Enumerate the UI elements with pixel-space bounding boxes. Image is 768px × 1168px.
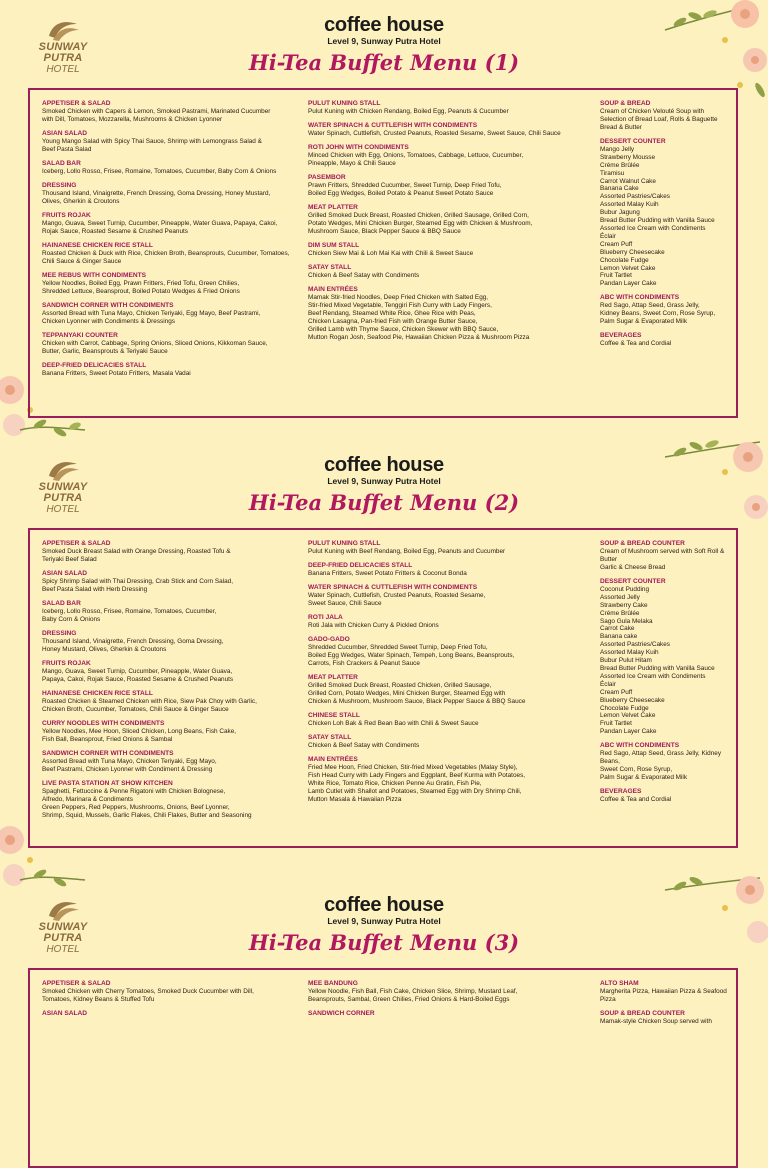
menu-title: Hi-Tea Buffet Menu (1)	[248, 50, 520, 75]
menu-section-heading: MEAT PLATTER	[308, 204, 358, 212]
menu-section	[42, 660, 304, 684]
menu-section	[308, 734, 593, 750]
logo-text-line2: HOTEL	[46, 944, 80, 955]
menu-section-heading: ABC WITH CONDIMENTS	[600, 294, 680, 302]
menu-section-heading: ABC WITH CONDIMENTS	[600, 742, 680, 750]
menu-section	[42, 160, 304, 176]
menu-section-items: Mamak-style Chicken Soup served with	[600, 1018, 712, 1025]
menu-section-items: Chicken & Beef Satay with Condiments	[308, 272, 420, 280]
menu-section-heading: MEE REBUS WITH CONDIMENTS	[42, 272, 147, 280]
menu-section	[308, 674, 593, 706]
menu-section-items: Grilled Smoked Duck Breast, Roasted Chicken, Grilled Sausage, Grilled Corn, Potato Wedges, Mini Chicken Burger, Steamed Egg with Chicken & Mushroom, Mushroom Sauce, Black Pepper Sauce & BBQ Sauce	[308, 212, 533, 235]
menu-section-heading: ASIAN SALAD	[42, 1010, 88, 1017]
menu-section-items: Red Sago, Attap Seed, Grass Jelly, Kidney Beans, Sweet Corn, Rose Syrup, Palm Sugar & Evaporated Milk	[600, 750, 722, 782]
menu-section-heading: CHINESE STALL	[308, 712, 360, 720]
menu-section	[308, 584, 593, 608]
venue-name: coffee house	[324, 894, 444, 916]
menu-section-items: Mango, Guava, Sweet Turnip, Cucumber, Pineapple, Water Guava, Papaya, Cakoi, Rojak Sauce, Roasted Sesame & Crushed Peanuts	[42, 668, 234, 683]
menu-section	[42, 980, 304, 1004]
menu-section-items: Iceberg, Lollo Rosso, Frisee, Romaine, Tomatoes, Cucumber, Baby Corn & Onions	[42, 168, 277, 175]
menu-section-items: Minced Chicken with Egg, Onions, Tomatoes, Cabbage, Lettuce, Cucumber, Pineapple, Mayo & Chili Sauce	[308, 152, 524, 168]
menu-section-heading: ASIAN SALAD	[42, 570, 88, 577]
menu-section	[600, 788, 735, 804]
menu-column-3	[600, 540, 735, 810]
menu-section	[42, 212, 304, 236]
menu-section-items: Roti Jala with Chicken Curry & Pickled Onions	[308, 622, 439, 630]
menu-section	[42, 690, 304, 714]
menu-section	[600, 100, 735, 132]
menu-section	[42, 720, 304, 744]
menu-column-2	[308, 100, 593, 348]
menu-section	[42, 242, 304, 266]
menu-section-heading: WATER SPINACH & CUTTLEFISH WITH CONDIMENTS	[308, 122, 478, 130]
menu-section	[308, 264, 593, 280]
menu-section	[308, 122, 593, 138]
menu-section-heading: HAINANESE CHICKEN RICE STALL	[42, 690, 153, 697]
menu-section-items: Banana Fritters, Sweet Potato Fritters & Coconut Bonda	[308, 570, 467, 578]
menu-section-heading: ASIAN SALAD	[42, 130, 88, 137]
menu-section-heading: GADO-GADO	[308, 636, 350, 644]
menu-section	[42, 332, 304, 356]
menu-section	[600, 138, 735, 288]
menu-section	[308, 204, 593, 236]
logo-text-line2: HOTEL	[46, 504, 80, 515]
menu-section	[42, 600, 304, 624]
menu-section-items: Prawn Fritters, Shredded Cucumber, Sweet Turnip, Deep Fried Tofu, Boiled Egg Wedges, Boiled Potato & Peanut Sweet Potato Sauce	[308, 182, 502, 198]
menu-section-heading: ROTI JALA	[308, 614, 343, 622]
menu-section	[42, 272, 304, 296]
menu-section-items: Assorted Bread with Tuna Mayo, Chicken Teriyaki, Egg Mayo, Beef Pastrami, Chicken Lyonner with Condiment & Dressing	[42, 758, 217, 773]
logo-text-line1: SUNWAY PUTRA	[38, 921, 88, 944]
menu-section-heading: SANDWICH CORNER	[308, 1010, 375, 1017]
menu-section	[308, 712, 593, 728]
menu-section-heading: SOUP & BREAD COUNTER	[600, 540, 685, 547]
menu-section-items: Grilled Smoked Duck Breast, Roasted Chicken, Grilled Sausage, Grilled Corn, Potato Wedges, Mini Chicken Burger, Steamed Egg with Chicken & Mushroom, Mushroom Sauce, Black Pepper Sauce & BBQ Sauce	[308, 682, 526, 705]
logo-text-line2: HOTEL	[46, 64, 80, 75]
menu-title: Hi-Tea Buffet Menu (2)	[248, 490, 520, 515]
menu-section-items: Cream of Mushroom served with Soft Roll & Butter Garlic & Cheese Bread	[600, 548, 725, 571]
menu-section-items: Smoked Duck Breast Salad with Orange Dressing, Roasted Tofu & Teriyaki Beef Salad	[42, 548, 231, 563]
menu-section	[600, 540, 735, 572]
menu-section	[308, 174, 593, 198]
menu-section-heading: APPETISER & SALAD	[42, 100, 111, 107]
menu-section	[600, 742, 735, 782]
venue-location: Level 9, Sunway Putra Hotel	[327, 916, 441, 926]
menu-section-heading: MAIN ENTRÉES	[308, 286, 358, 294]
menu-section-heading: ALTO SHAM	[600, 980, 639, 987]
menu-section-items: Mango Jelly Strawberry Mousse Crème Brûlée Tiramisu Carrot Walnut Cake Banana Cake Assorted Pastries/Cakes Assorted Malay Kuih Bubur Jagung Bread Butter Pudding with Vanilla Sauce Assorted Ice Cream with Condiments Éclair Cream Puff Blueberry Cheesecake Chocolate Fudge Lemon Velvet Cake Fruit Tartlet Pandan Layer Cake	[600, 145, 715, 288]
menu-section-items: Chicken with Carrot, Cabbage, Spring Onions, Sliced Onions, Kikkoman Sauce, Butter, Garlic, Beansprouts & Teriyaki Sauce	[42, 340, 268, 355]
menu-section-items: Shredded Cucumber, Shredded Sweet Turnip, Deep Fried Tofu, Boiled Egg Wedges, Water Spinach, Tempeh, Long Beans, Beansprouts, Carrots, Fish Crackers & Peanut Sauce	[308, 644, 515, 668]
menu-section-items: Fried Mee Hoon, Fried Chicken, Stir-fried Mixed Vegetables (Malay Style), Fish Head Curry with Lady Fingers and Eggplant, Beef Kurma with Potatoes, White Rice, Tomato Rice, Chicken Penne Au Gratin, Fish Pie, Lamb Cutlet with Shallot and Potatoes, Steamed Egg with Dry Shrimp Chili, Mutton Masala & Hawaiian Pizza	[308, 764, 526, 803]
menu-section	[308, 562, 593, 578]
menu-section-heading: DIM SUM STALL	[308, 242, 360, 250]
menu-block	[0, 0, 768, 440]
menu-section-heading: PASEMBOR	[308, 174, 346, 182]
menu-column-3	[600, 100, 735, 354]
menu-section	[42, 182, 304, 206]
venue-location: Level 9, Sunway Putra Hotel	[327, 476, 441, 486]
menu-section	[308, 540, 593, 556]
menu-section-items: Assorted Bread with Tuna Mayo, Chicken Teriyaki, Egg Mayo, Beef Pastrami, Chicken Lyonner with Condiments & Dressings	[42, 310, 261, 325]
menu-block	[0, 880, 768, 1024]
menu-section-heading: HAINANESE CHICKEN RICE STALL	[42, 242, 153, 250]
menu-section-heading: DEEP-FRIED DELICACIES STALL	[308, 562, 413, 570]
menu-section	[308, 1010, 593, 1018]
menu-section-items: Chicken Siew Mai & Loh Mai Kai with Chili & Sweet Sauce	[308, 250, 474, 258]
menu-section-items: Smoked Chicken with Cherry Tomatoes, Smoked Duck Cucumber with Dill, Tomatoes, Kidney Beans & Stuffed Tofu	[42, 988, 254, 1003]
menu-section	[42, 630, 304, 654]
menu-section	[600, 578, 735, 736]
menu-section-heading: MAIN ENTRÉES	[308, 756, 358, 764]
menu-section-items: Yellow Noodles, Boiled Egg, Prawn Fritters, Fried Tofu, Green Chilies, Shredded Lettuce, Beansprout, Boiled Potato Wedges & Fried Onions	[42, 280, 240, 295]
menu-section	[600, 980, 735, 1004]
menu-section-items: Coconut Pudding Assorted Jelly Strawberry Cake Crème Brûlée Sago Gula Melaka Carrot Cake Banana cake Assorted Pastries/Cakes Assorted Malay Kuih Bubur Pulut Hitam Bread Butter Pudding with Vanilla Sauce Assorted Ice Cream with Condiments Éclair Cream Puff Blueberry Cheesecake Chocolate Fudge Lemon Velvet Cake Fruit Tartlet Pandan Layer Cake	[600, 585, 715, 736]
menu-section-items: Yellow Noodle, Fish Ball, Fish Cake, Chicken Slice, Shrimp, Mustard Leaf, Beansprouts, Sambal, Green Chilies, Fried Onions & Hard-Boiled Eggs	[308, 988, 518, 1003]
menu-section-items: Pulut Kuning with Chicken Rendang, Boiled Egg, Peanuts & Cucumber	[308, 108, 509, 115]
logo-text-line1: SUNWAY PUTRA	[38, 481, 88, 504]
menu-section-items: Yellow Noodles, Mee Hoon, Sliced Chicken, Long Beans, Fish Cake, Fish Ball, Beansprout, Fried Onions & Sambal	[42, 728, 237, 743]
menu-section-heading: BEVERAGES	[600, 332, 642, 340]
menu-section-heading: SANDWICH CORNER WITH CONDIMENTS	[42, 302, 174, 310]
menu-section-heading: SATAY STALL	[308, 264, 352, 272]
menu-section-items: Spicy Shrimp Salad with Thai Dressing, Crab Stick and Corn Salad, Beef Pasta Salad with Herb Dressing	[42, 578, 233, 593]
menu-section-items: Mango, Guava, Sweet Turnip, Cucumber, Pineapple, Water Guava, Papaya, Cakoi, Rojak Sauce, Roasted Sesame & Crushed Peanuts	[42, 220, 278, 235]
menu-section-heading: SOUP & BREAD COUNTER	[600, 1010, 685, 1017]
menu-section	[308, 636, 593, 668]
menu-section-heading: DRESSING	[42, 630, 77, 637]
menu-section-heading: APPETISER & SALAD	[42, 980, 111, 987]
menu-section	[42, 780, 304, 820]
menu-header	[0, 454, 768, 516]
menu-section-heading: SOUP & BREAD	[600, 100, 651, 107]
menu-section-heading: TEPPANYAKI COUNTER	[42, 332, 118, 340]
menu-section-heading: MEAT PLATTER	[308, 674, 358, 682]
menu-frame	[28, 968, 738, 1168]
menu-section	[42, 540, 304, 564]
menu-section-items: Banana Fritters, Sweet Potato Fritters, Masala Vadai	[42, 370, 191, 378]
menu-section	[308, 756, 593, 804]
menu-section-heading: DESSERT COUNTER	[600, 137, 666, 145]
menu-section	[308, 100, 593, 116]
menu-section	[308, 242, 593, 258]
menu-section	[308, 286, 593, 341]
menu-section-items: Thousand Island, Vinaigrette, French Dressing, Goma Dressing, Honey Mustard, Olives, Gherkin & Croutons	[42, 638, 224, 653]
menu-section	[600, 294, 735, 326]
menu-header	[0, 894, 768, 956]
menu-section	[308, 980, 593, 1004]
menu-section-heading: ROTI JOHN WITH CONDIMENTS	[308, 144, 409, 152]
menu-section-heading: LIVE PASTA STATION AT SHOW KITCHEN	[42, 780, 173, 787]
menu-block	[0, 440, 768, 880]
menu-section-heading: DEEP-FRIED DELICACIES STALL	[42, 362, 147, 370]
venue-location: Level 9, Sunway Putra Hotel	[327, 36, 441, 46]
menu-section-items: Smoked Chicken with Capers & Lemon, Smoked Pastrami, Marinated Cucumber with Dill, Tomatoes, Mozzarella, Mushrooms & Chicken Lyonner	[42, 108, 271, 123]
menu-column-1	[42, 980, 304, 1024]
menu-section-heading: FRUITS ROJAK	[42, 660, 91, 667]
menu-section-items: Margherita Pizza, Hawaiian Pizza & Seafood Pizza	[600, 988, 727, 1003]
menu-section-heading: PULUT KUNING STALL	[308, 100, 381, 107]
menu-section-heading: SALAD BAR	[42, 600, 81, 607]
menu-section-items: Coffee & Tea and Cordial	[600, 796, 672, 804]
menu-section-items: Roasted Chicken & Duck with Rice, Chicken Broth, Beansprouts, Cucumber, Tomatoes, Chili Sauce & Ginger Sauce	[42, 250, 290, 265]
menu-section-heading: APPETISER & SALAD	[42, 540, 111, 547]
menu-section-items: Young Mango Salad with Spicy Thai Sauce, Shrimp with Lemongrass Salad & Beef Pasta Salad	[42, 138, 262, 153]
menu-section	[42, 130, 304, 154]
venue-name: coffee house	[324, 14, 444, 36]
menu-section-heading: DRESSING	[42, 182, 77, 190]
menu-section-items: Red Sago, Attap Seed, Grass Jelly, Kidney Beans, Sweet Corn, Rose Syrup, Palm Sugar & Evaporated Milk	[600, 302, 716, 326]
menu-column-1	[42, 540, 304, 826]
menu-column-1	[42, 100, 304, 384]
menu-section-items: Chicken & Beef Satay with Condiments	[308, 742, 420, 750]
menu-column-2	[308, 540, 593, 810]
menu-section	[42, 100, 304, 124]
menu-section-items: Chicken Loh Bak & Red Bean Bao with Chili & Sweet Sauce	[308, 720, 479, 728]
menu-frame	[28, 88, 738, 418]
menu-section	[600, 332, 735, 348]
logo-text-line1: SUNWAY PUTRA	[38, 41, 88, 64]
menu-frame	[28, 528, 738, 848]
menu-section	[42, 302, 304, 326]
menu-section-items: Thousand Island, Vinaigrette, French Dressing, Goma Dressing, Honey Mustard, Olives, Gherkin & Croutons	[42, 190, 271, 205]
menu-section-heading: MEE BANDUNG	[308, 980, 358, 987]
menu-section-items: Iceberg, Lollo Rosso, Frisee, Romaine, Tomatoes, Cucumber, Baby Corn & Onions	[42, 608, 217, 623]
menu-section-heading: WATER SPINACH & CUTTLEFISH WITH CONDIMENTS	[308, 584, 478, 592]
menu-section	[308, 144, 593, 168]
menu-section-items: Water Spinach, Cuttlefish, Crusted Peanuts, Roasted Sesame, Sweet Sauce, Chili Sauce	[308, 592, 486, 608]
menu-section	[42, 362, 304, 378]
menu-section	[42, 1010, 304, 1018]
menu-section-items: Pulut Kuning with Beef Rendang, Boiled Egg, Peanuts and Cucumber	[308, 548, 506, 555]
menu-section	[42, 570, 304, 594]
menu-section-items: Spaghetti, Fettuccine & Penne Rigatoni with Chicken Bolognese, Alfredo, Marinara & Condiments Green Peppers, Red Peppers, Mushrooms, Onions, Beef Lyonner, Shrimp, Squid, Mussels, Garlic Flakes, Chili Flakes, Butter and Seasoning	[42, 788, 252, 819]
menu-column-2	[308, 980, 593, 1024]
menu-section-heading: PULUT KUNING STALL	[308, 540, 381, 547]
menu-section-items: Coffee & Tea and Cordial	[600, 340, 672, 348]
menu-section-heading: SALAD BAR	[42, 160, 81, 167]
menu-section-heading: SANDWICH CORNER WITH CONDIMENTS	[42, 750, 174, 757]
menu-section-items: Cream of Chicken Velouté Soup with Selection of Bread Loaf, Rolls & Baguette Bread & Butter	[600, 108, 718, 131]
menu-header	[0, 14, 768, 76]
menu-section-heading: FRUITS ROJAK	[42, 212, 91, 220]
menu-section-items: Water Spinach, Cuttlefish, Crusted Peanuts, Roasted Sesame, Sweet Sauce, Chili Sauce	[308, 130, 561, 138]
menu-section	[42, 750, 304, 774]
menu-title: Hi-Tea Buffet Menu (3)	[248, 930, 520, 955]
menu-section-items: Roasted Chicken & Steamed Chicken with Rice, Siew Pak Choy with Garlic, Chicken Broth, Cucumber, Tomatoes, Chili Sauce & Ginger Sauce	[42, 698, 257, 713]
menu-section-heading: BEVERAGES	[600, 788, 642, 796]
menu-section-heading: CURRY NOODLES WITH CONDIMENTS	[42, 720, 165, 727]
menu-section-heading: SATAY STALL	[308, 734, 352, 742]
menu-section	[308, 614, 593, 630]
menu-section-items: Mamak Stir-fried Noodles, Deep Fried Chicken with Salted Egg, Stir-fried Mixed Vegetable, Tenggiri Fish Curry with Lady Fingers, Beef Rendang, Steamed White Rice, Ghee Rice with Peas, Chicken Lasagna, Pan-fried Fish with Orange Butter Sauce, Grilled Lamb with Thyme Sauce, Chicken Skewer with BBQ Sauce, Mutton Rogan Josh, Seafood Pie, Hawaiian Chicken Pizza & Mushroom Pizza	[308, 294, 530, 341]
menu-column-3	[600, 980, 735, 1032]
menu-section-heading: DESSERT COUNTER	[600, 577, 666, 585]
venue-name: coffee house	[324, 454, 444, 476]
